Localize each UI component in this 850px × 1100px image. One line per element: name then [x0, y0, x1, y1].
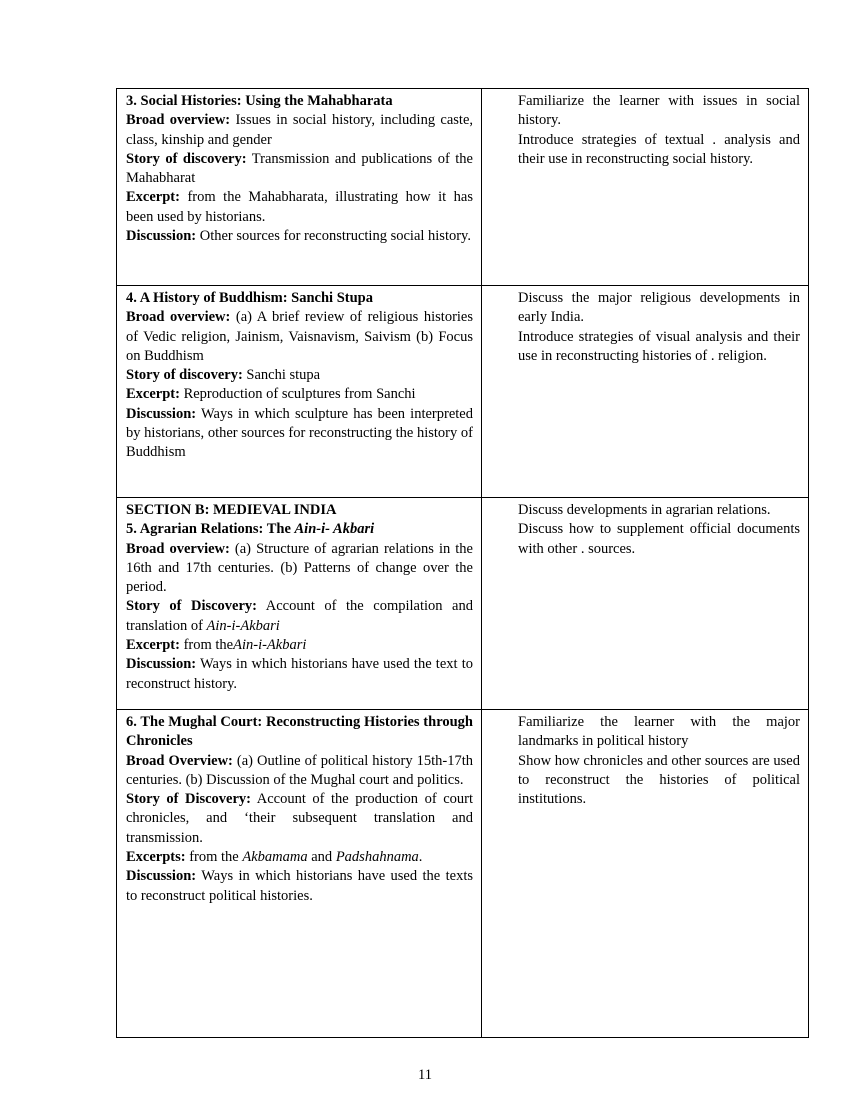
item-text: from the — [179, 637, 234, 654]
item-text: (a) Structure of agrarian relations in the 16th and 17th centuries. (b) Patterns of change over the period. — [126, 540, 473, 596]
item-label: Story of discovery: — [126, 367, 243, 384]
unit-item — [126, 790, 473, 848]
unit-item — [126, 752, 473, 791]
item-label: Excerpt: — [126, 637, 180, 654]
item-text: Issues in social history, including caste, class, kinship and gender — [126, 112, 474, 148]
item-text: Account of the compilation and translation of — [126, 598, 473, 634]
objectives-list — [491, 713, 800, 809]
item-text: Ways in which historians have used the text to reconstruct history. — [126, 656, 473, 692]
item-text: Ways in which historians have used the texts to reconstruct political histories. — [126, 868, 473, 904]
unit-item — [126, 385, 473, 404]
item-italic: Ain-i-Akbari — [233, 637, 307, 654]
objective-item: Discuss how to supplement official documents with other . sources. — [518, 521, 800, 557]
item-label: Excerpts: — [126, 849, 186, 866]
unit-title: 5. Agrarian Relations: The Ain-i- Akbari — [126, 521, 375, 538]
item-label: Discussion: — [126, 228, 197, 245]
item-text: Other sources for reconstructing social history. — [196, 228, 471, 245]
unit-title: 3. Social Histories: Using the Mahabharata — [126, 93, 393, 109]
unit-item — [126, 636, 473, 655]
unit-description-cell — [117, 89, 482, 286]
item-label: Story of discovery: — [126, 150, 247, 167]
objective-item: Familiarize the learner with the major landmarks in political history — [518, 714, 800, 750]
item-label: Broad overview: — [126, 309, 231, 326]
objectives-cell — [482, 89, 809, 286]
unit-item — [126, 366, 473, 385]
unit-item — [126, 111, 473, 150]
section-heading: SECTION B: MEDIEVAL INDIA — [126, 502, 337, 518]
item-text: Account of the production of court chronicles, and ‘their subsequent translation and transmission. — [126, 791, 473, 846]
item-label: Broad Overview: — [126, 752, 233, 769]
unit-title: 4. A History of Buddhism: Sanchi Stupa — [126, 290, 373, 306]
item-text: (a) A brief review of religious histories of Vedic religion, Jainism, Vaisnavism, Saivism (b) Focus on Buddhism — [126, 309, 473, 364]
unit-item: Excerpts: from the Akbamama and Padshahnama. — [126, 849, 423, 866]
table-row — [117, 89, 809, 286]
unit-item — [126, 597, 473, 636]
item-italic: Ain-i-Akbari — [206, 617, 280, 634]
unit-title: 6. The Mughal Court: Reconstructing Histories through Chronicles — [126, 714, 473, 750]
table-row — [117, 710, 809, 1038]
unit-item — [126, 150, 473, 189]
item-label: Discussion: — [126, 405, 197, 422]
table-row — [117, 286, 809, 498]
item-text: Transmission and publications of the Mahabharat — [126, 150, 473, 187]
unit-description-cell — [117, 710, 482, 1038]
objective-item: Familiarize the learner with issues in social history. — [518, 93, 800, 129]
unit-item — [126, 308, 473, 366]
objective-item: Discuss developments in agrarian relations. — [518, 502, 771, 518]
unit-item — [126, 540, 473, 598]
item-text: (a) Outline of political history 15th-17th centuries. (b) Discussion of the Mughal court and politics. — [126, 752, 473, 788]
item-text: Sanchi stupa — [242, 367, 321, 384]
unit-item — [126, 867, 473, 906]
item-text: Reproduction of sculptures from Sanchi — [179, 386, 416, 403]
objective-item: Introduce strategies of textual . analysis and their use in reconstructing social history. — [518, 131, 800, 167]
syllabus-table — [116, 88, 809, 1038]
item-label: Broad overview: — [126, 540, 230, 557]
objectives-list — [491, 501, 800, 559]
item-label: Excerpt: — [126, 386, 180, 403]
unit-item — [126, 188, 473, 227]
item-label: Story of Discovery: — [126, 791, 251, 808]
unit-description-cell — [117, 498, 482, 710]
item-text: from the Mahabharata, illustrating how it has been used by historians. — [126, 189, 473, 225]
item-label: Excerpt: — [126, 189, 180, 206]
objectives-list — [491, 289, 800, 366]
objectives-cell — [482, 710, 809, 1038]
page-number: 11 — [418, 1067, 432, 1083]
item-label: Broad overview: — [126, 112, 231, 129]
objective-item: Introduce strategies of visual analysis and their use in reconstructing histories of . religion. — [518, 328, 800, 364]
unit-item — [126, 655, 473, 694]
objectives-cell — [482, 498, 809, 710]
item-label: Discussion: — [126, 656, 197, 673]
objectives-cell — [482, 286, 809, 498]
unit-item — [126, 227, 473, 246]
unit-item — [126, 405, 473, 463]
objective-item: Discuss the major religious developments in early India. — [518, 290, 800, 326]
item-text: Ways in which sculpture has been interpreted by historians, other sources for reconstructing the history of Buddhism — [126, 405, 473, 461]
objectives-list — [491, 92, 800, 169]
item-label: Discussion: — [126, 868, 197, 885]
objective-item: Show how chronicles and other sources are used to reconstruct the histories of political institutions. — [518, 752, 800, 808]
item-label: Story of Discovery: — [126, 598, 258, 615]
table-row — [117, 498, 809, 710]
unit-description-cell — [117, 286, 482, 498]
